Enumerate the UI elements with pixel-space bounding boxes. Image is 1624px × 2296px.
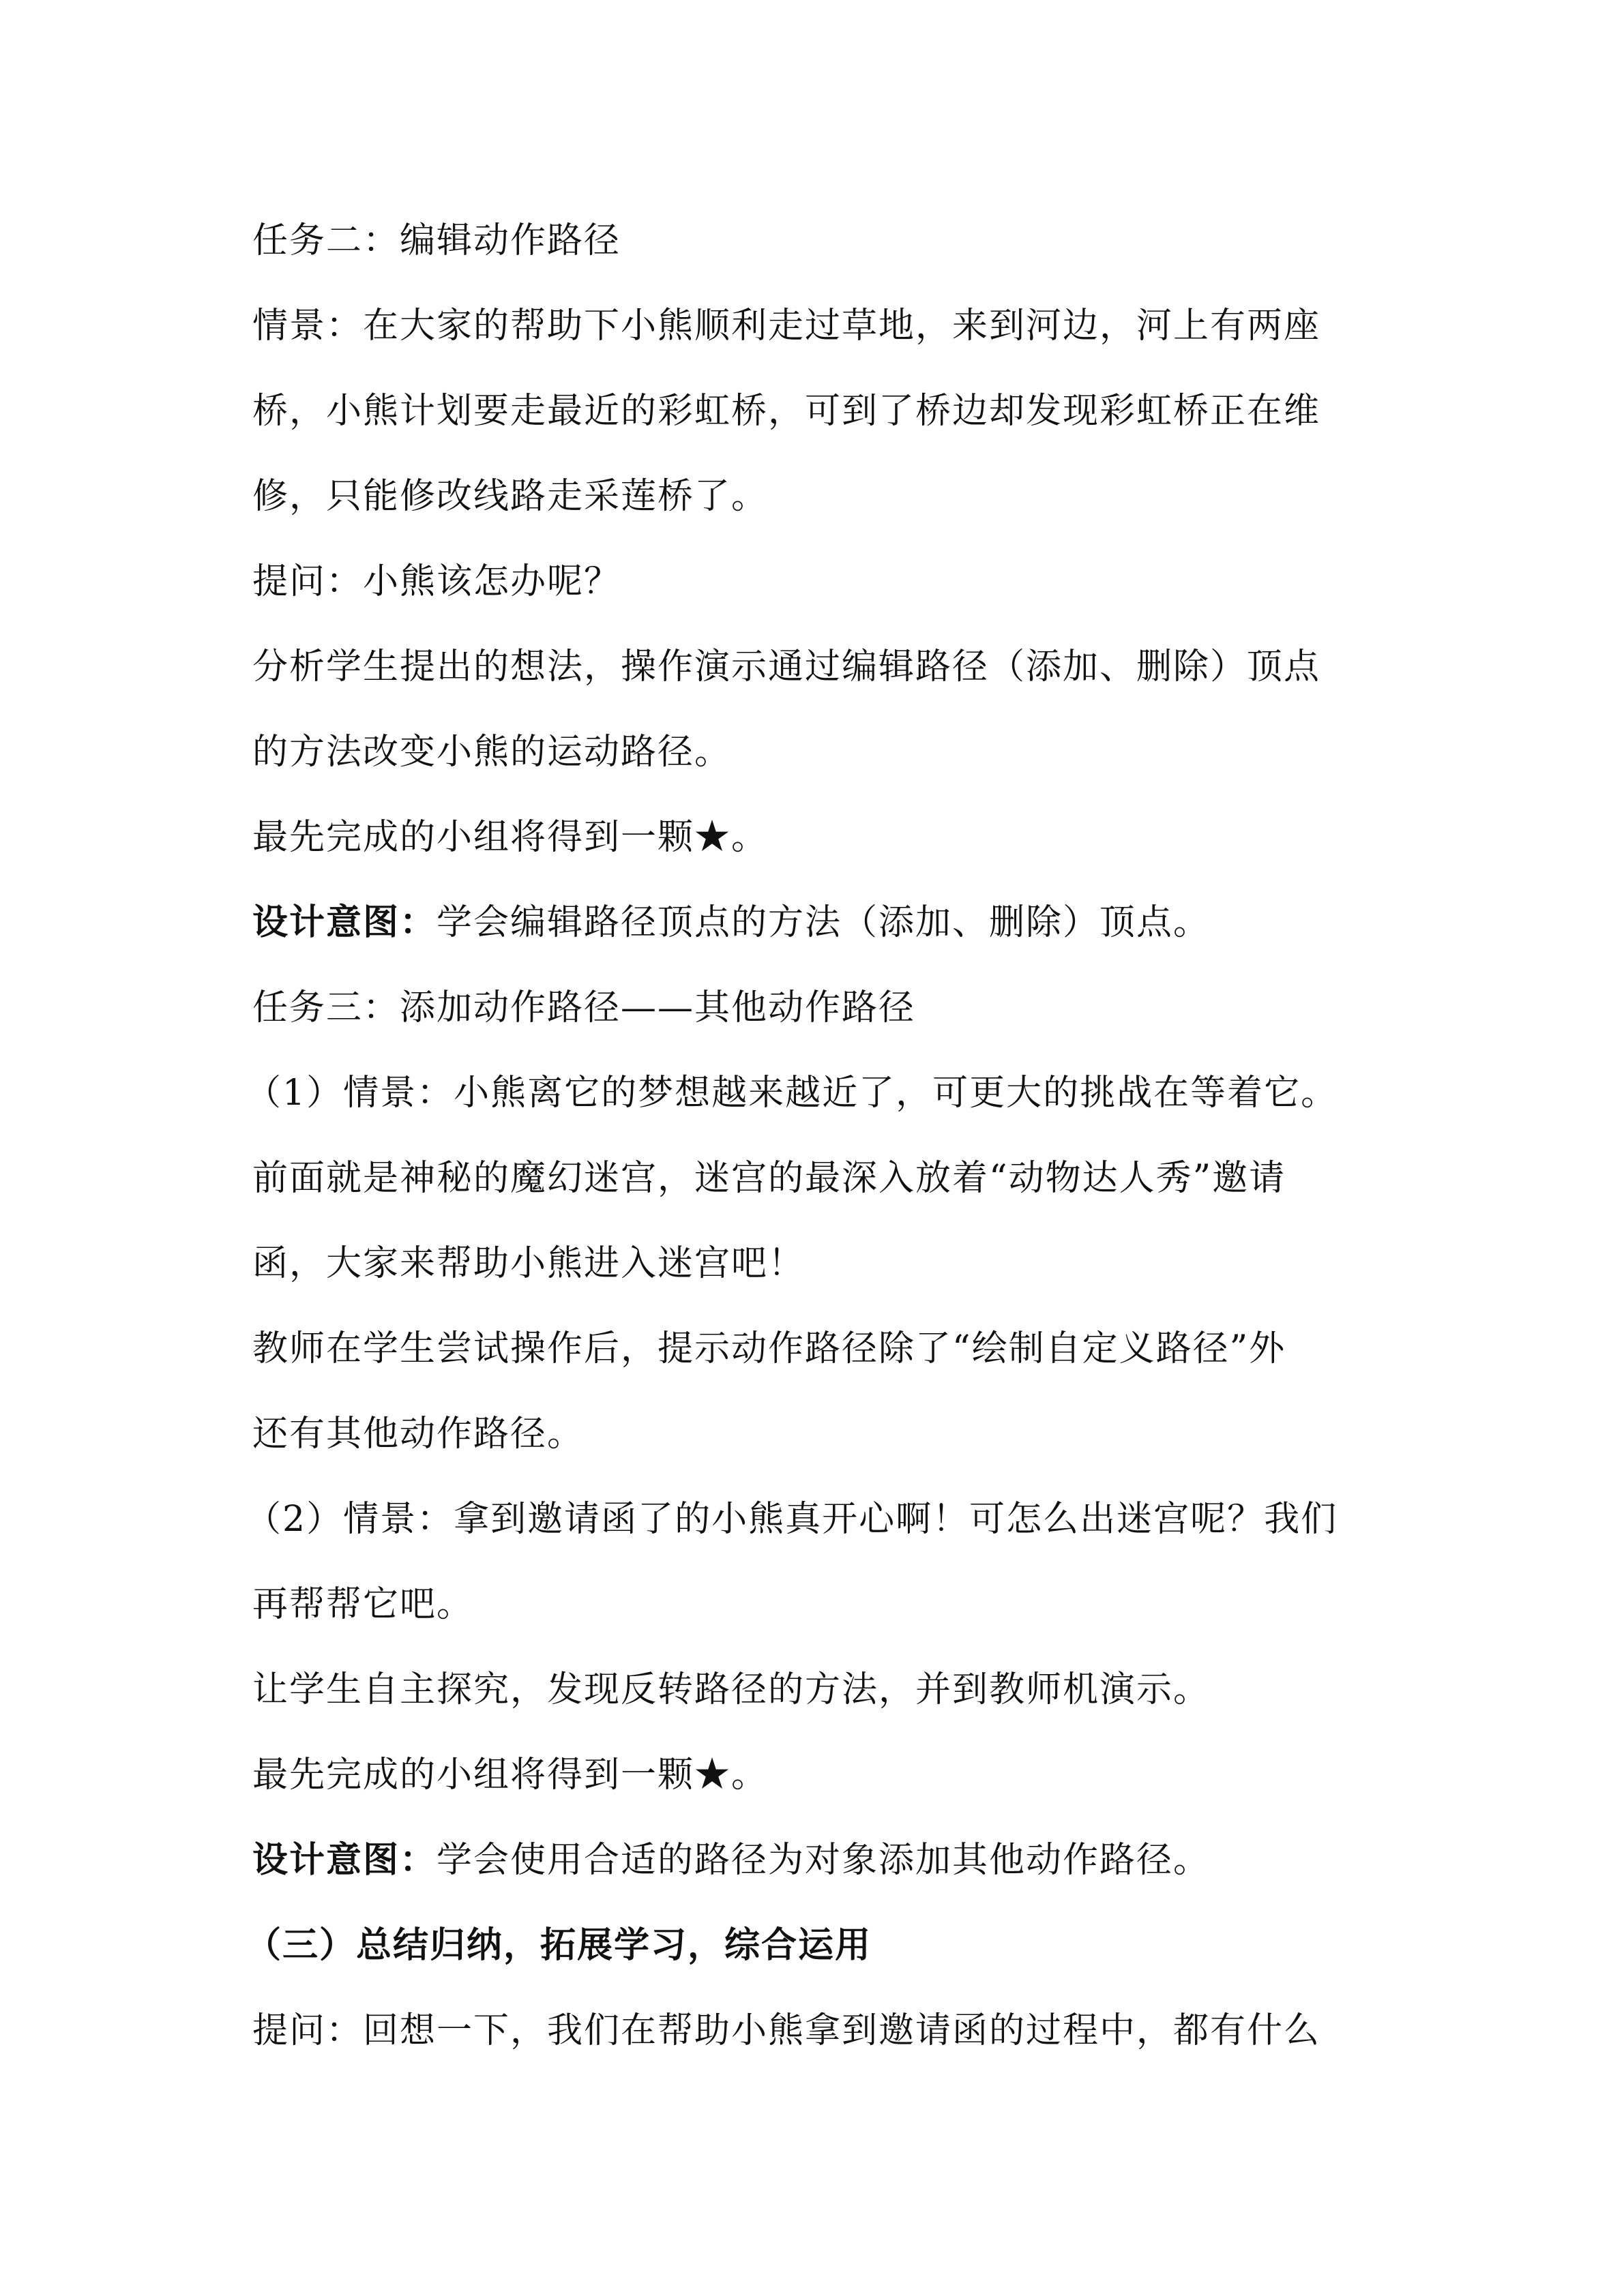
line-text: 最先完成的小组将得到一颗★。 <box>252 817 769 858</box>
line-text: 前面就是神秘的魔幻迷宫，迷宫的最深入放着“动物达人秀”邀请 <box>252 1158 1286 1199</box>
task-two-heading <box>252 217 1412 265</box>
task-three-heading <box>252 984 1412 1032</box>
line-text: 修，只能修改线路走采莲桥了。 <box>252 476 769 517</box>
scenario-one-line-3 <box>252 1240 1412 1287</box>
design-intent-label: 设计意图： <box>252 901 437 943</box>
line-text: 提问：小熊该怎办呢？ <box>252 561 621 602</box>
teacher-tip-line-2 <box>252 1410 1412 1458</box>
design-intent-line-2 <box>252 1836 1412 1884</box>
line-text: 再帮帮它吧。 <box>252 1584 474 1625</box>
scenario-one-line-1 <box>246 1069 1405 1117</box>
line-text: 桥，小熊计划要走最近的彩虹桥，可到了桥边却发现彩虹桥正在维 <box>252 391 1321 432</box>
scenario-paragraph-line-2 <box>252 387 1412 435</box>
line-text: 最先完成的小组将得到一颗★。 <box>252 1755 769 1795</box>
scenario-two-line-2 <box>252 1581 1412 1628</box>
design-intent-text: 学会编辑路径顶点的方法（添加、删除）顶点。 <box>437 902 1211 943</box>
design-intent-label: 设计意图： <box>252 1839 437 1881</box>
section-three-heading <box>246 1922 1405 1969</box>
scenario-paragraph-line-1 <box>252 302 1412 350</box>
line-text: （2）情景：拿到邀请函了的小熊真开心啊！可怎么出迷宫呢？我们 <box>246 1499 1338 1540</box>
line-text: （三）总结归纳，拓展学习，综合运用 <box>246 1924 872 1966</box>
analysis-paragraph-line-2 <box>252 728 1412 776</box>
line-text: 还有其他动作路径。 <box>252 1414 585 1455</box>
design-intent-line-1 <box>252 899 1412 946</box>
line-text: 让学生自主探究，发现反转路径的方法，并到教师机演示。 <box>252 1669 1211 1710</box>
reward-line-1 <box>252 814 1412 861</box>
line-text: 任务三：添加动作路径——其他动作路径 <box>252 987 916 1028</box>
teacher-tip-line-1 <box>252 1325 1412 1373</box>
line-text: 提问：回想一下，我们在帮助小熊拿到邀请函的过程中，都有什么 <box>252 2010 1321 2051</box>
scenario-paragraph-line-3 <box>252 473 1412 520</box>
summary-question-line <box>252 2007 1412 2055</box>
line-text: 教师在学生尝试操作后，提示动作路径除了“绘制自定义路径”外 <box>252 1328 1286 1369</box>
line-text: （1）情景：小熊离它的梦想越来越近了，可更大的挑战在等着它。 <box>246 1073 1338 1114</box>
design-intent-text: 学会使用合适的路径为对象添加其他动作路径。 <box>437 1840 1211 1881</box>
line-text: 任务二：编辑动作路径 <box>252 220 621 261</box>
line-text: 的方法改变小熊的运动路径。 <box>252 732 732 773</box>
question-line <box>252 558 1412 606</box>
scenario-one-line-2 <box>252 1154 1412 1202</box>
line-text: 分析学生提出的想法，操作演示通过编辑路径（添加、删除）顶点 <box>252 646 1321 687</box>
reward-line-2 <box>252 1751 1412 1799</box>
line-text: 函，大家来帮助小熊进入迷宫吧！ <box>252 1243 806 1284</box>
analysis-paragraph-line-1 <box>252 643 1412 691</box>
line-text: 情景：在大家的帮助下小熊顺利走过草地，来到河边，河上有两座 <box>252 305 1321 346</box>
scenario-two-line-1 <box>246 1495 1405 1543</box>
student-exploration-line <box>252 1666 1412 1714</box>
